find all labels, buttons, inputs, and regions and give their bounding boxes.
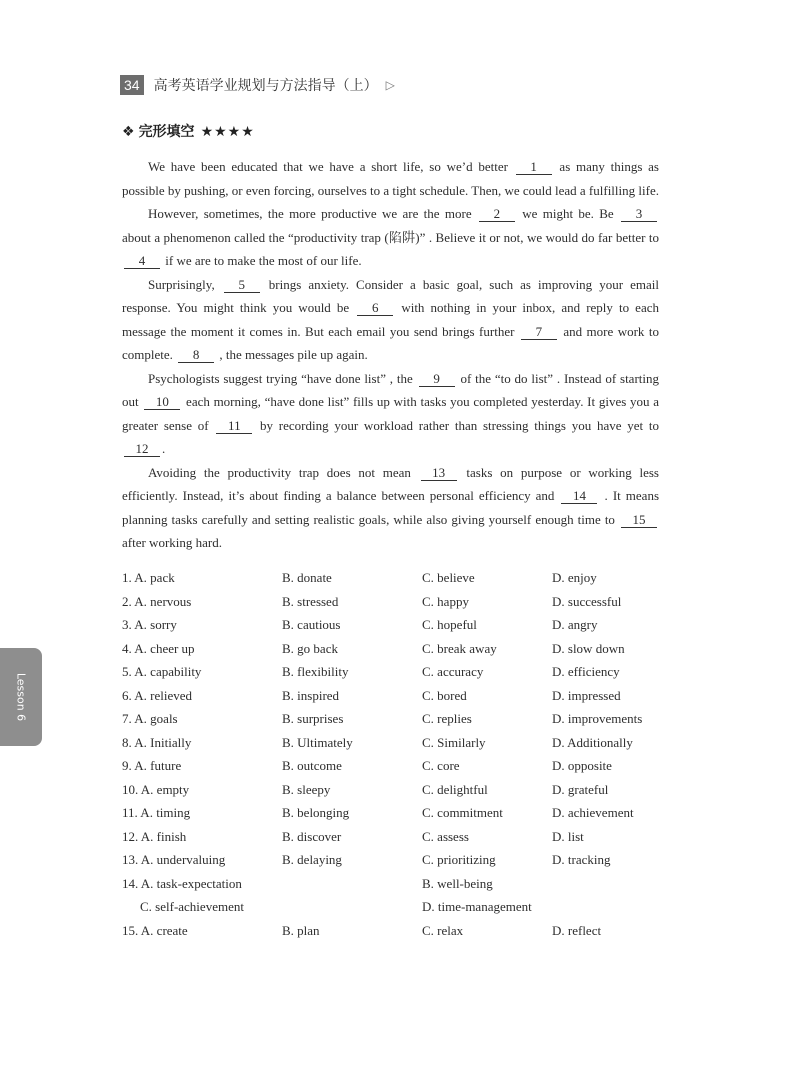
option-c: C. assess (422, 828, 469, 844)
blank-10: 10 (144, 394, 180, 410)
option-d: D. successful (552, 593, 622, 609)
option-a: 4. A. cheer up (122, 640, 195, 656)
blank-13: 13 (421, 465, 457, 481)
option-b: B. delaying (282, 852, 342, 867)
option-c: C. replies (422, 711, 472, 726)
blank-1: 1 (516, 159, 552, 175)
option-row (122, 733, 682, 757)
option-b: B. go back (282, 640, 338, 656)
option-a: 12. A. finish (122, 828, 187, 844)
option-a: 14. A. task-expectation (122, 875, 242, 891)
option-c: C. relax (422, 922, 464, 938)
option-row (122, 592, 682, 616)
option-b: B. outcome (282, 758, 342, 773)
lesson-tab-label: Lesson 6 (14, 672, 28, 722)
option-c: C. believe (422, 570, 475, 585)
paragraph-3: Surprisingly, 5 brings anxiety. Consider a basic goal, such as improving your email response. You might think you would be 6 with nothing in your inbox, and reply to each message the moment it comes in. But each email you send brings further 7 and more work to complete. 8 , the messages pile up again. (122, 276, 659, 362)
blank-2: 2 (479, 206, 515, 222)
paragraph-1: We have been educated that we have a short life, so we’d better 1 as many things as possible by pushing, or even forcing, ourselves to a tight schedule. Then, we could lead a fulfilling life. (122, 159, 659, 198)
option-c: C. bored (422, 687, 467, 703)
blank-4: 4 (124, 253, 160, 269)
option-b: B. stressed (282, 593, 339, 609)
option-b: B. plan (282, 922, 320, 938)
option-a: 2. A. nervous (122, 593, 192, 609)
option-row (122, 756, 682, 780)
blank-6: 6 (357, 300, 393, 316)
option-b: B. belonging (282, 805, 350, 820)
option-d: D. improvements (552, 711, 643, 726)
book-title: 高考英语学业规划与方法指导（上） (153, 78, 378, 94)
option-c: C. break away (422, 640, 497, 656)
option-a: 7. A. goals (122, 711, 178, 726)
option-a: 1. A. pack (122, 570, 175, 585)
option-a: 9. A. future (122, 758, 182, 773)
blank-11: 11 (216, 418, 252, 434)
option-d: D. grateful (552, 781, 609, 797)
page-number: 34 (120, 75, 144, 95)
blank-8: 8 (178, 347, 214, 363)
option-b: B. sleepy (282, 781, 331, 797)
option-row (122, 874, 682, 898)
option-c: C. accuracy (422, 664, 484, 679)
option-c: C. hopeful (422, 617, 477, 632)
option-a: 11. A. timing (122, 805, 191, 820)
blank-5: 5 (224, 277, 260, 293)
option-b: B. cautious (282, 617, 341, 632)
answer-options (122, 568, 682, 944)
difficulty-stars-icon: ★★★★ (200, 124, 255, 140)
lesson-side-tab (0, 648, 42, 746)
option-b: B. Ultimately (282, 734, 353, 750)
option-a: 10. A. empty (122, 781, 190, 797)
paragraph-5: Avoiding the productivity trap does not mean 13 tasks on purpose or working less efficiently. Instead, it’s about finding a balance between personal efficiency and 14 . It means planning tasks carefully and setting realistic goals, while also giving yourself enough time to 15 after working hard. (122, 464, 660, 550)
option-c: C. prioritizing (422, 852, 496, 867)
option-c: C. self-achievement (140, 899, 244, 914)
option-c: C. happy (422, 593, 469, 609)
option-d: D. Additionally (552, 734, 633, 750)
option-b: B. donate (282, 570, 332, 585)
blank-12: 12 (124, 441, 160, 457)
blank-15: 15 (621, 512, 657, 528)
option-row (122, 709, 682, 733)
option-c: C. core (422, 758, 460, 773)
option-d: D. enjoy (552, 570, 597, 585)
option-d: D. achievement (552, 805, 634, 820)
option-d: D. time-management (422, 899, 532, 914)
page-header (120, 74, 395, 96)
option-row (122, 803, 682, 827)
option-row (122, 850, 682, 874)
option-d: D. tracking (552, 852, 611, 867)
diamond-bullet-icon: ❖ (122, 124, 135, 140)
option-b: B. inspired (282, 687, 340, 703)
section-title: 完形填空 (138, 124, 195, 140)
option-row (122, 921, 682, 945)
option-c: C. commitment (422, 805, 503, 820)
option-c: C. delightful (422, 781, 488, 797)
play-arrow-icon: ▷ (385, 78, 395, 92)
option-d: D. angry (552, 617, 598, 632)
blank-14: 14 (561, 488, 597, 504)
option-row (122, 686, 682, 710)
option-a: 5. A. capability (122, 664, 202, 679)
option-row (122, 662, 682, 686)
option-row (122, 615, 682, 639)
option-d: D. efficiency (552, 664, 620, 679)
section-heading (122, 121, 255, 141)
option-d: D. slow down (552, 640, 625, 656)
blank-3: 3 (621, 206, 657, 222)
option-a: 6. A. relieved (122, 687, 193, 703)
option-row (122, 897, 682, 921)
option-a: 3. A. sorry (122, 617, 177, 632)
paragraph-4: Psychologists suggest trying “have done list” , the 9 of the “to do list” . Instead of starting out 10 each morning, “have done list” fills up with tasks you completed yesterday. It gives you a greater sense of 11 by recording your workload rather than stressing things you have yet to 12 . (122, 370, 659, 456)
option-c: C. Similarly (422, 734, 486, 750)
option-d: D. list (552, 828, 584, 844)
option-d: D. impressed (552, 687, 621, 703)
option-row (122, 827, 682, 851)
paragraph-2: However, sometimes, the more productive we are the more 2 we might be. Be 3 about a phenomenon called the “productivity trap (陷阱)” . Believe it or not, we would do far better to 4 if we are to make the most of our life. (122, 206, 659, 268)
blank-9: 9 (419, 371, 455, 387)
option-b: B. surprises (282, 711, 344, 726)
option-a: 15. A. create (122, 922, 188, 938)
blank-7: 7 (521, 324, 557, 340)
option-b: B. discover (282, 828, 342, 844)
option-b: B. well-being (422, 875, 493, 891)
option-a: 8. A. Initially (122, 734, 192, 750)
option-row (122, 568, 682, 592)
option-row (122, 639, 682, 663)
option-row (122, 780, 682, 804)
option-d: D. opposite (552, 758, 612, 773)
option-b: B. flexibility (282, 664, 349, 679)
option-d: D. reflect (552, 922, 602, 938)
cloze-passage (122, 155, 659, 555)
option-a: 13. A. undervaluing (122, 852, 226, 867)
